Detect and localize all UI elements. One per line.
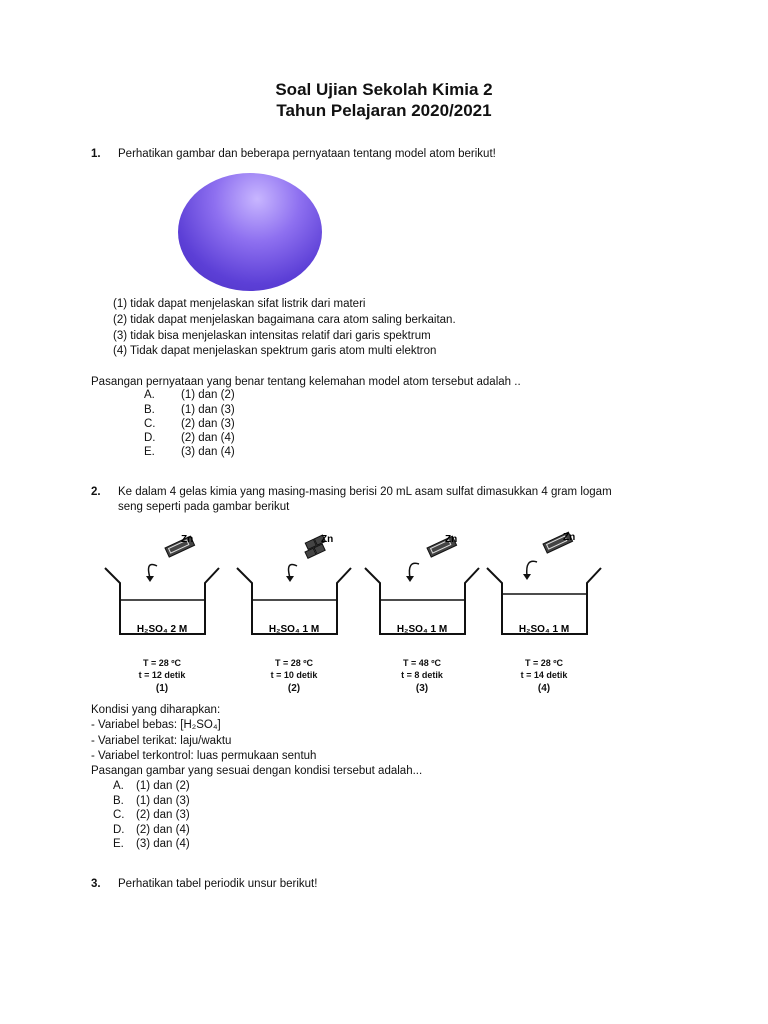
beaker-4-time: t = 14 detik	[520, 669, 568, 680]
beaker-3-time: t = 8 detik	[401, 669, 443, 680]
q1-option-text: (2) dan (4)	[181, 432, 235, 444]
question-3-number: 3.	[91, 878, 101, 890]
q2-option-text: (1) dan (3)	[136, 795, 190, 807]
q1-option-letter: C.	[144, 418, 156, 430]
q2-option-letter: A.	[113, 780, 124, 792]
q2-option-text: (3) dan (4)	[136, 838, 190, 850]
atom-model-sphere-image	[178, 173, 322, 291]
beaker-1-time: t = 12 detik	[138, 669, 186, 680]
beaker-4-number: (4)	[537, 683, 551, 694]
q2-condition: - Variabel bebas: [H₂SO₄]	[91, 719, 221, 731]
beaker-3-number: (3)	[415, 683, 429, 694]
q2-condition-heading: Kondisi yang diharapkan:	[91, 704, 221, 716]
q2-option-letter: D.	[113, 824, 125, 836]
beaker-2	[237, 534, 351, 634]
beaker-2-caption	[249, 658, 339, 681]
beaker-1-number: (1)	[155, 683, 169, 694]
beaker-1-temp: T = 28 ºC	[142, 658, 182, 668]
page-title: Soal Ujian Sekolah Kimia 2	[275, 80, 493, 99]
beaker-2-number: (2)	[287, 683, 301, 694]
q2-option-text: (2) dan (3)	[136, 809, 190, 821]
q2-condition: - Variabel terkontrol: luas permukaan sentuh	[91, 750, 317, 762]
question-2-prompt-line2: seng seperti pada gambar berikut	[118, 501, 290, 513]
q1-option-letter: A.	[144, 389, 155, 401]
beaker-3-temp: T = 48 ºC	[402, 658, 442, 668]
question-1-question: Pasangan pernyataan yang benar tentang kelemahan model atom tersebut adalah ..	[91, 376, 521, 388]
q1-statement: (1) tidak dapat menjelaskan sifat listrik dari materi	[113, 298, 366, 310]
question-2-prompt-line1: Ke dalam 4 gelas kimia yang masing-masing berisi 20 mL asam sulfat dimasukkan 4 gram logam	[118, 486, 612, 498]
question-2-question: Pasangan gambar yang sesuai dengan kondisi tersebut adalah...	[91, 765, 423, 777]
page-subtitle: Tahun Pelajaran 2020/2021	[276, 101, 492, 120]
q1-statement: (3) tidak bisa menjelaskan intensitas relatif dari garis spektrum	[113, 330, 431, 342]
question-1-number: 1.	[91, 148, 101, 160]
beaker-1-caption	[117, 658, 207, 681]
beaker-diagram	[95, 528, 615, 640]
q2-option-text: (1) dan (2)	[136, 780, 190, 792]
q1-option-letter: E.	[144, 446, 155, 458]
q2-option-letter: C.	[113, 809, 125, 821]
q1-statement: (2) tidak dapat menjelaskan bagaimana cara atom saling berkaitan.	[113, 314, 456, 326]
zn-label: Zn	[563, 532, 576, 543]
beaker-4-caption	[499, 658, 589, 681]
beaker-2-time: t = 10 detik	[270, 669, 318, 680]
q1-option-letter: D.	[144, 432, 156, 444]
q1-option-text: (1) dan (2)	[181, 389, 235, 401]
beaker-1	[105, 534, 219, 634]
beaker-2-solution: H₂SO₄ 1 M	[268, 624, 320, 635]
beaker-4	[487, 532, 601, 634]
beaker-3	[365, 534, 479, 634]
q1-option-text: (2) dan (3)	[181, 418, 235, 430]
zn-label: Zn	[321, 534, 334, 545]
q2-option-letter: E.	[113, 838, 124, 850]
question-3-prompt: Perhatikan tabel periodik unsur berikut!	[118, 878, 318, 890]
beaker-2-temp: T = 28 ºC	[274, 658, 314, 668]
beaker-4-temp: T = 28 ºC	[524, 658, 564, 668]
beaker-1-solution: H₂SO₄ 2 M	[136, 624, 188, 635]
beaker-3-caption	[377, 658, 467, 681]
q2-option-letter: B.	[113, 795, 124, 807]
q2-condition: - Variabel terikat: laju/waktu	[91, 735, 232, 747]
question-2-number: 2.	[91, 486, 101, 498]
zn-label: Zn	[181, 534, 194, 545]
q1-option-text: (3) dan (4)	[181, 446, 235, 458]
question-1-prompt: Perhatikan gambar dan beberapa pernyataan tentang model atom berikut!	[118, 148, 496, 160]
zn-label: Zn	[445, 534, 458, 545]
q1-option-letter: B.	[144, 404, 155, 416]
beaker-3-solution: H₂SO₄ 1 M	[396, 624, 448, 635]
q2-option-text: (2) dan (4)	[136, 824, 190, 836]
q1-statement: (4) Tidak dapat menjelaskan spektrum garis atom multi elektron	[113, 345, 437, 357]
q1-option-text: (1) dan (3)	[181, 404, 235, 416]
beaker-4-solution: H₂SO₄ 1 M	[518, 624, 570, 635]
